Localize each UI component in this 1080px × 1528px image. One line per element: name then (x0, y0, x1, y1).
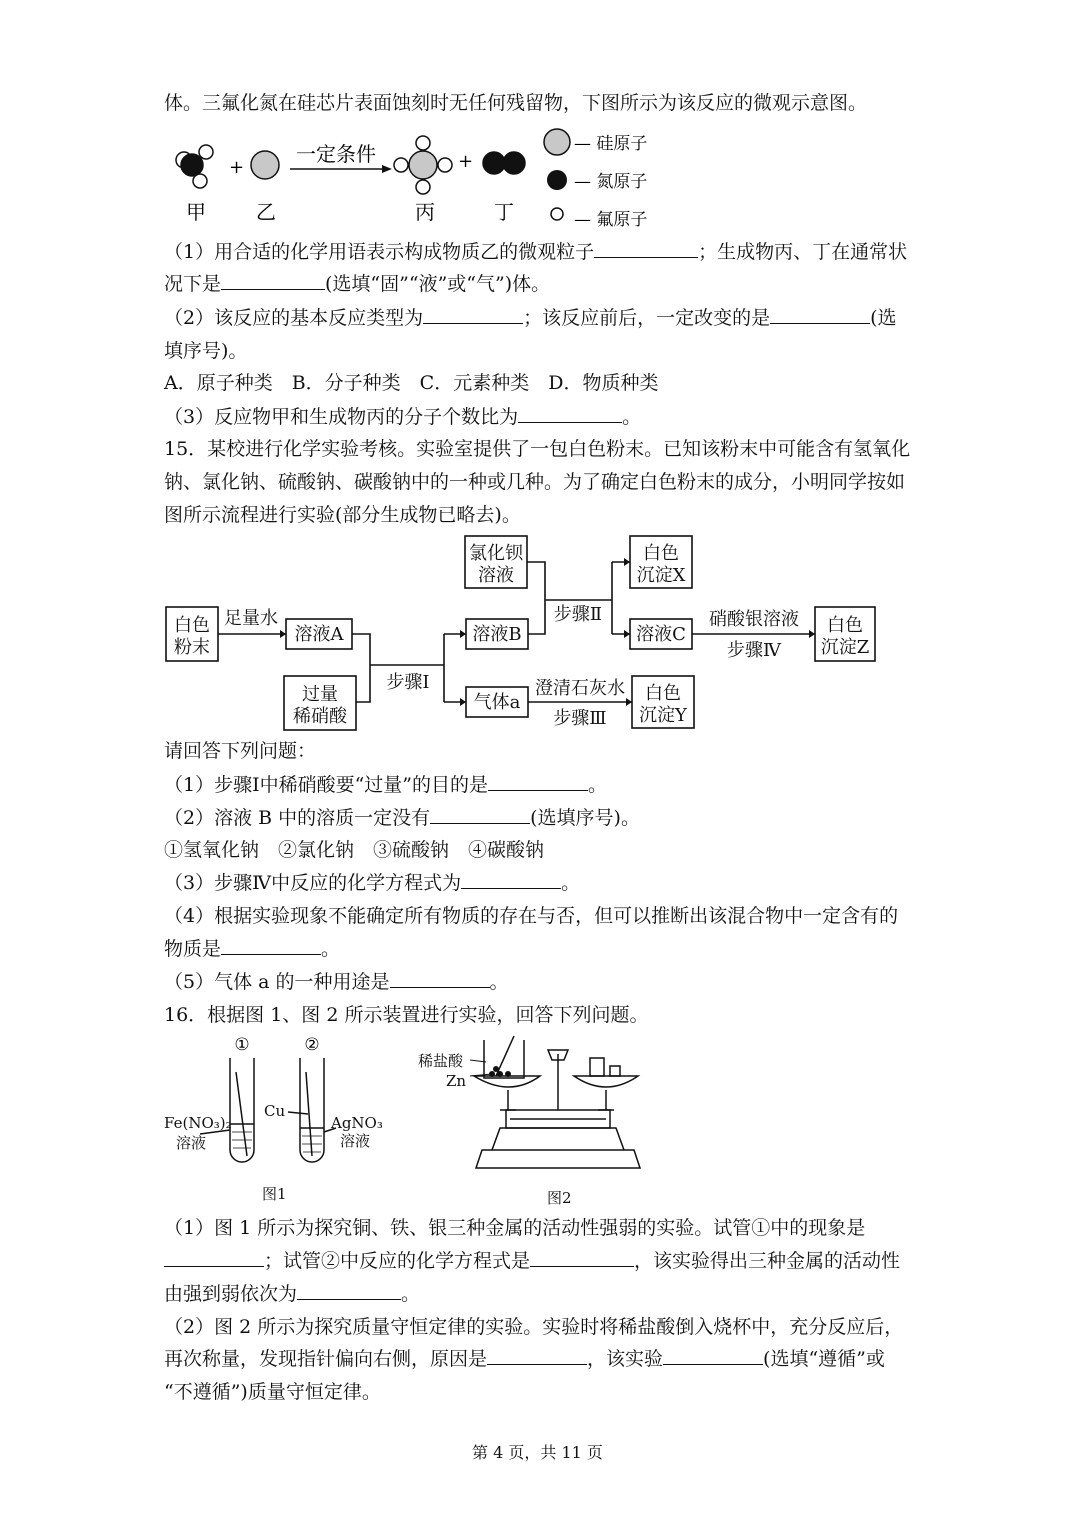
q15-part1: （1）步骤Ⅰ中稀硝酸要“过量”的目的是 。 (164, 774, 608, 796)
q15-part3: （3）步骤Ⅳ中反应的化学方程式为 。 (164, 872, 581, 894)
answer-blank[interactable] (430, 805, 530, 824)
figure-1-caption: 图1 (262, 1185, 287, 1203)
solution-a: 溶液A (294, 624, 344, 645)
bacl2-line2: 溶液 (478, 565, 514, 586)
q14-options: A．原子种类 B．分子种类 C．元素种类 D．物质种类 (164, 372, 659, 394)
label-step1: 步骤Ⅰ (386, 672, 430, 693)
q15-ask: 请回答下列问题： (164, 740, 317, 762)
label-step4: 步骤Ⅳ (727, 640, 781, 661)
answer-blank[interactable] (594, 239, 698, 258)
flow-chart (160, 530, 900, 736)
reaction-diagram (160, 125, 680, 235)
gas-a: 气体a (473, 692, 521, 713)
answer-blank[interactable] (530, 1248, 634, 1267)
q16-stem: 16．根据图 1、图 2 所示装置进行实验，回答下列问题。 (164, 1004, 649, 1026)
q15-part5: （5）气体 a 的一种用途是 。 (164, 971, 509, 993)
ppt-x-line1: 白色 (643, 543, 679, 564)
answer-blank[interactable] (518, 404, 622, 423)
q15-part2: （2）溶液 B 中的溶质一定没有 (选填序号)。 (164, 807, 640, 829)
legend-f-symbol (551, 208, 563, 220)
tube-1-solution-label: 溶液 (176, 1134, 207, 1152)
ppt-x-line2: 沉淀X (636, 565, 686, 586)
tube-1-number: ① (234, 1035, 250, 1055)
label-step2: 步骤Ⅱ (553, 604, 603, 625)
answer-blank[interactable] (488, 772, 588, 791)
q15-part4-line2: 物质是 。 (164, 938, 341, 960)
intro-line: 体。三氟化氮在硅芯片表面蚀刻时无任何残留物，下图所示为该反应的微观示意图。 (164, 92, 868, 114)
legend-si-label: — 硅原子 (574, 134, 648, 154)
q15-choices: ①氢氧化钠 ②氯化钠 ③硫酸钠 ④碳酸钠 (164, 839, 545, 861)
q14-part1-line1: （1）用合适的化学用语表示构成物质乙的微观粒子 ；生成物丙、丁在通常状 (164, 241, 908, 263)
answer-blank[interactable] (487, 1346, 587, 1365)
label-step3: 步骤Ⅲ (553, 708, 607, 729)
acid-line2: 稀硝酸 (293, 706, 347, 727)
ppt-y-line2: 沉淀Y (639, 705, 687, 726)
q16-part2-line1: （2）图 2 所示为探究质量守恒定律的实验。实验时将稀盐酸倒入烧杯中，充分反应后， (164, 1316, 904, 1338)
legend-si-symbol (544, 129, 570, 155)
reaction-condition: 一定条件 (296, 142, 376, 166)
tube-2-number: ② (304, 1035, 320, 1055)
label-limewater: 澄清石灰水 (535, 678, 625, 699)
powder-line1: 白色 (174, 615, 210, 636)
legend-n-symbol (547, 170, 567, 190)
molecule-bing (394, 136, 452, 194)
molecule-ding (483, 152, 525, 174)
powder-line2: 粉末 (174, 637, 210, 658)
answer-blank[interactable] (770, 305, 870, 324)
q16-part1-line1: （1）图 1 所示为探究铜、铁、银三种金属的活动性强弱的实验。试管①中的现象是 (164, 1217, 866, 1239)
molecule-jia (176, 145, 213, 188)
figure-2-balance (470, 1032, 650, 1177)
answer-blank[interactable] (461, 870, 561, 889)
molecule-yi (251, 151, 279, 179)
q14-part2-line2: 填序号)。 (164, 340, 248, 362)
answer-blank[interactable] (221, 271, 325, 290)
copper-label: Cu (264, 1102, 286, 1120)
q16-part1-line2: ；试管②中反应的化学方程式是 ，该实验得出三种金属的活动性 (164, 1248, 900, 1274)
tube-1-solution-formula: Fe(NO₃)₂ (164, 1114, 232, 1132)
bacl2-line1: 氯化钡 (469, 543, 523, 564)
legend-f-label: — 氟原子 (574, 210, 648, 230)
q16-part2-line2: 再次称量，发现指针偏向右侧，原因是 ，该实验 (选填“遵循”或 (164, 1348, 885, 1370)
q14-part3: （3）反应物甲和生成物丙的分子个数比为 。 (164, 406, 642, 428)
label-jia: 甲 (186, 200, 206, 224)
zinc-label: Zn (446, 1072, 467, 1090)
q16-part2-line3: “不遵循”)质量守恒定律。 (164, 1381, 381, 1403)
q15-stem-1: 15．某校进行化学实验考核。实验室提供了一包白色粉末。已知该粉末中可能含有氢氧化 (164, 438, 911, 460)
label-bing: 丙 (415, 200, 435, 224)
label-agno3: 硝酸银溶液 (709, 609, 799, 630)
plus-sign-2: + (458, 151, 474, 172)
answer-blank[interactable] (390, 969, 490, 988)
ppt-z-line2: 沉淀Z (820, 637, 870, 658)
answer-blank[interactable] (423, 305, 523, 324)
q16-part1-line3: 由强到弱依次为 。 (164, 1283, 421, 1305)
q15-stem-2: 钠、氯化钠、硫酸钠、碳酸钠中的一种或几种。为了确定白色粉末的成分，小明同学按如 (164, 471, 906, 493)
acid-line1: 过量 (302, 684, 338, 705)
reaction-arrowhead (382, 165, 392, 173)
page-footer: 第 4 页，共 11 页 (472, 1443, 603, 1462)
solution-b: 溶液B (472, 624, 522, 645)
label-water: 足量水 (224, 608, 278, 629)
answer-blank[interactable] (297, 1281, 401, 1300)
ppt-z-line1: 白色 (827, 615, 863, 636)
tube-2-solution-formula: AgNO₃ (331, 1114, 383, 1132)
q15-part4-line1: （4）根据实验现象不能确定所有物质的存在与否，但可以推断出该混合物中一定含有的 (164, 905, 899, 927)
label-ding: 丁 (494, 200, 514, 224)
label-yi: 乙 (256, 200, 276, 224)
q14-part2-line1: （2）该反应的基本反应类型为 ；该反应前后，一定改变的是 (选 (164, 307, 897, 329)
answer-blank[interactable] (221, 936, 321, 955)
tube-2-solution-label: 溶液 (340, 1132, 371, 1150)
answer-blank[interactable] (663, 1346, 763, 1365)
figure-2-caption: 图2 (547, 1189, 572, 1207)
plus-sign-1: + (229, 157, 245, 178)
answer-blank[interactable] (164, 1248, 264, 1267)
dilute-hcl-label: 稀盐酸 (418, 1052, 464, 1070)
q15-stem-3: 图所示流程进行实验(部分生成物已略去)。 (164, 504, 521, 526)
q14-part1-line2: 况下是 (选填“固”“液”或“气”)体。 (164, 273, 551, 295)
ppt-y-line1: 白色 (645, 683, 681, 704)
legend-n-label: — 氮原子 (574, 172, 648, 192)
solution-c: 溶液C (636, 624, 686, 645)
